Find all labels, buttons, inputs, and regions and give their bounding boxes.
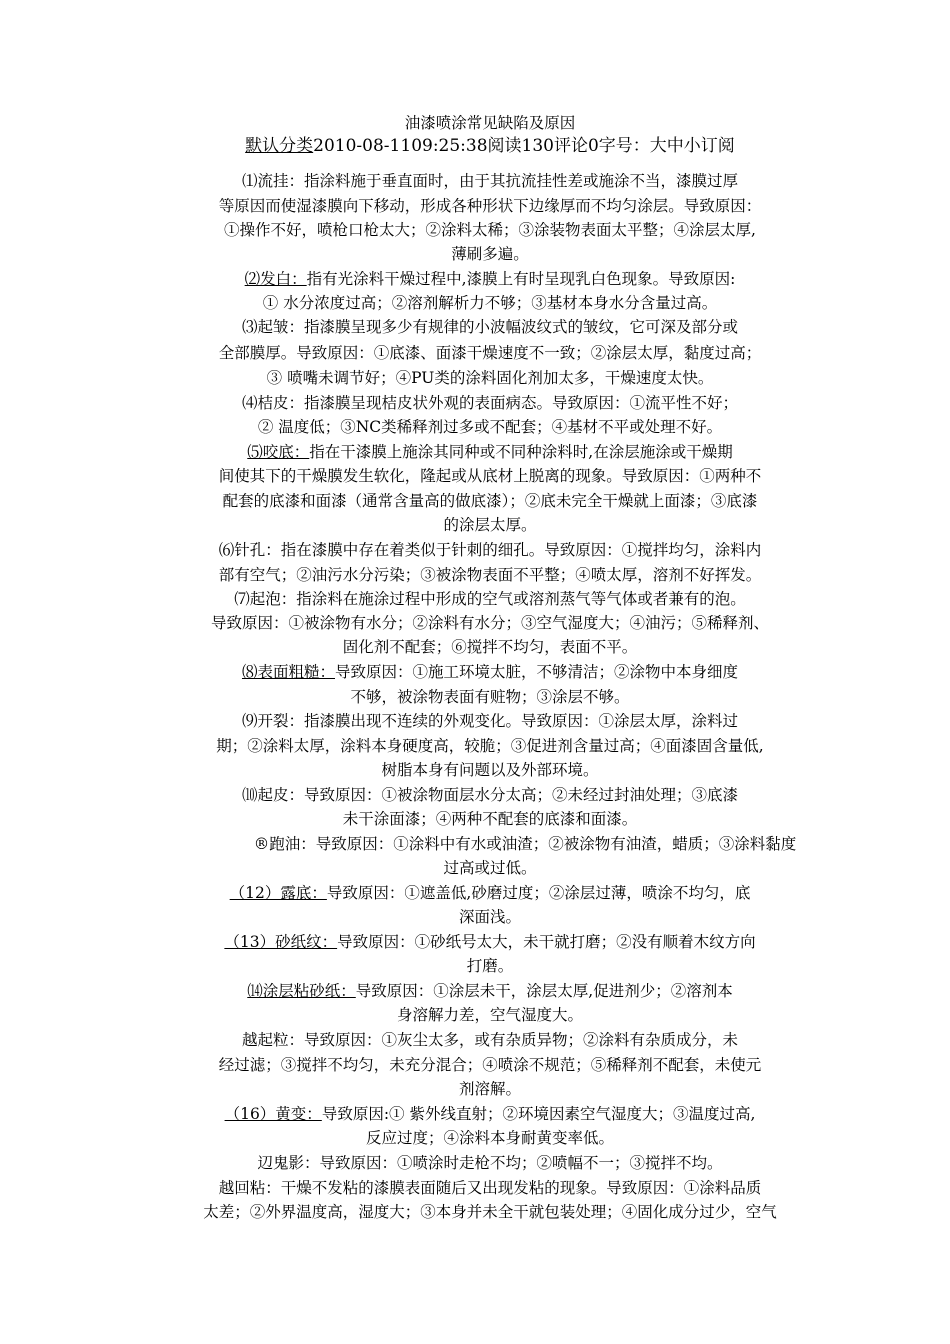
defect-label: ⑷桔皮： <box>241 394 304 412</box>
defect-line <box>110 441 870 463</box>
defect-line <box>110 759 870 781</box>
defect-text: 太差；②外界温度高，湿度大；③本身并未全干就包装处理；④固化成分过少，空气 <box>203 1203 777 1221</box>
defect-line <box>110 955 870 977</box>
defect-line <box>110 636 870 658</box>
defect-text: 导致原因：①灰尘太多，或有杂质异物；②涂料有杂质成分，未 <box>304 1031 739 1049</box>
defect-text: 指在干漆膜上施涂其同种或不同种涂料时,在涂层施涂或干燥期 <box>309 443 733 461</box>
defect-line <box>110 1201 870 1223</box>
defect-line <box>110 564 870 586</box>
defect-line <box>110 784 870 806</box>
defect-text: 打磨。 <box>466 957 514 975</box>
defect-label: ⑼开裂： <box>241 712 304 730</box>
defect-text: 期；②涂料太厚，涂料本身硬度高，较脆；③促进剂含量过高；④面漆固含量低, <box>216 737 764 755</box>
defect-line <box>110 686 870 708</box>
defect-text: 反应过度；④涂料本身耐黄变率低。 <box>365 1129 614 1147</box>
defect-label: 辺鬼影： <box>257 1154 320 1172</box>
defect-line <box>110 195 870 217</box>
defect-text: 导致原因：①砂纸号太大，未干就打磨；②没有顺着木纹方向 <box>337 933 756 951</box>
defect-line <box>110 808 870 830</box>
defect-text: 导致原因：①遮盖低,砂磨过度；②涂层过薄，喷涂不均匀，底 <box>326 884 751 902</box>
defect-line <box>110 1029 870 1051</box>
defect-text: 薄刷多遍。 <box>451 245 529 263</box>
defect-text: 指漆膜呈现多少有规律的小波幅波纹式的皱纹，它可深及部分或 <box>304 318 739 336</box>
defect-text: 指涂料施于垂直面时，由于其抗流挂性差或施涂不当，漆膜过厚 <box>304 172 739 190</box>
doc-title-text: 油漆喷涂常见缺陷及原因 <box>404 114 576 132</box>
defect-line <box>110 1054 870 1076</box>
defect-line <box>110 1004 870 1026</box>
defect-text: 指漆膜出现不连续的外观变化。导致原因：①涂层太厚，涂料过 <box>304 712 739 730</box>
category-link[interactable]: 默认分类 <box>245 136 314 156</box>
meta-info: 2010-08-1109:25:38阅读130评论0字号：大中小订阅 <box>313 136 735 156</box>
defect-line <box>110 857 870 879</box>
defect-line <box>110 612 870 634</box>
defect-text: 经过滤；③搅拌不均匀，未充分混合；④喷涂不规范；⑤稀释剂不配套，未使元 <box>218 1056 762 1074</box>
defect-text: 导致原因：①施工环境太脏，不够清洁；②涂物中本身细度 <box>335 663 739 681</box>
defect-label: （12）露底： <box>229 884 327 902</box>
defect-line <box>110 465 870 487</box>
defect-line <box>110 1177 870 1199</box>
defect-line <box>110 514 870 536</box>
defect-line <box>110 490 870 512</box>
defect-text: 间使其下的干燥膜发生软化，隆起或从底材上脱离的现象。导致原因：①两种不 <box>218 467 762 485</box>
defect-text: 导致原因：①被涂物面层水分太高；②未经过封油处理；③底漆 <box>304 786 739 804</box>
defect-line <box>110 1152 870 1174</box>
defect-text: 固化剂不配套；⑥搅拌不均匀，表面不平。 <box>342 638 638 656</box>
defect-text: 指有光涂料干燥过程中,漆膜上有时呈现乳白色现象。导致原因: <box>306 270 736 288</box>
defect-line <box>110 316 870 338</box>
defect-text: 导致原因：①涂层未干，涂层太厚,促进剂少；②溶剂本 <box>355 982 733 1000</box>
defect-line <box>110 735 870 757</box>
defect-label: ⑵发白： <box>244 270 307 288</box>
defect-label: ⑴流挂： <box>241 172 304 190</box>
defect-label: ⑻表面粗糙： <box>241 663 335 681</box>
defect-text: 深面浅。 <box>458 908 521 926</box>
defect-text: ③ 喷嘴未调节好；④PU类的涂料固化剂加太多，干燥速度太快。 <box>266 369 714 387</box>
defect-line <box>110 170 870 192</box>
defect-line <box>110 243 870 265</box>
defect-text: 剂溶解。 <box>458 1080 521 1098</box>
defect-text: 过高或过低。 <box>443 859 537 877</box>
defect-line <box>110 906 870 928</box>
defect-label: 越起粒： <box>241 1031 304 1049</box>
defect-text: 导致原因：①被涂物有水分；②涂料有水分；③空气湿度大；④油污；⑤稀释剂、 <box>210 614 769 632</box>
defect-text: ① 水分浓度过高；②溶剂解析力不够；③基材本身水分含量过高。 <box>262 294 718 312</box>
defect-label: ®跑油： <box>253 835 316 853</box>
defect-text: 指涂料在施涂过程中形成的空气或溶剂蒸气等气体或者兼有的泡。 <box>296 590 746 608</box>
defect-line <box>110 539 870 561</box>
defect-line <box>180 833 870 855</box>
defect-label: ⑹针孔： <box>218 541 281 559</box>
defect-text: 部有空气；②油污水分污染；③被涂物表面不平整；④喷太厚，溶剂不好挥发。 <box>218 566 762 584</box>
defect-text: ② 温度低；③NC类稀释剂过多或不配套；④基材不平或处理不好。 <box>257 418 723 436</box>
defect-text: 的涂层太厚。 <box>443 516 537 534</box>
defect-line <box>110 661 870 683</box>
defect-line <box>110 219 870 241</box>
defect-label: ⑺起泡： <box>234 590 297 608</box>
defect-text: 未干涂面漆；④两种不配套的底漆和面漆。 <box>342 810 638 828</box>
defect-line <box>110 980 870 1002</box>
defect-label: 越回粘： <box>218 1179 281 1197</box>
defect-line <box>110 416 870 438</box>
defect-line <box>110 882 870 904</box>
defect-text: 指漆膜呈现桔皮状外观的表面病态。导致原因：①流平性不好； <box>304 394 739 412</box>
defect-label: ⑶起皱： <box>241 318 304 336</box>
defect-line <box>110 1103 870 1125</box>
defect-line <box>110 292 870 314</box>
defect-line <box>110 1127 870 1149</box>
defect-line <box>110 367 870 389</box>
defect-text: 等原因而使湿漆膜向下移动，形成各种形状下边缘厚而不均匀涂层。导致原因： <box>218 197 762 215</box>
defect-line <box>110 342 870 364</box>
defect-text: 干燥不发粘的漆膜表面随后又出现发粘的现象。导致原因：①涂料品质 <box>280 1179 762 1197</box>
defect-text: 不够，被涂物表面有赃物；③涂层不够。 <box>350 688 630 706</box>
defect-line <box>110 588 870 610</box>
defect-label: （13）砂纸纹： <box>224 933 338 951</box>
defect-line <box>110 931 870 953</box>
defect-label: ⒁涂层粘砂纸： <box>247 982 356 1000</box>
defect-line <box>110 392 870 414</box>
defect-line <box>110 268 870 290</box>
defect-text: 全部膜厚。导致原因：①底漆、面漆干燥速度不一致；②涂层太厚，黏度过高； <box>218 344 762 362</box>
defect-label: （16）黄变： <box>224 1105 322 1123</box>
defect-label: ⑸咬底： <box>247 443 310 461</box>
doc-meta <box>110 135 870 157</box>
doc-title <box>110 112 870 134</box>
defect-text: 指在漆膜中存在着类似于针刺的细孔。导致原因：①搅拌均匀，涂料内 <box>280 541 762 559</box>
defect-line <box>110 710 870 732</box>
defect-text: 配套的底漆和面漆（通常含量高的做底漆）；②底未完全干燥就上面漆；③底漆 <box>222 492 758 510</box>
defect-text: 导致原因：①涂料中有水或油渣；②被涂物有油渣，蜡质；③涂料黏度 <box>315 835 797 853</box>
defect-label: ⑽起皮： <box>241 786 304 804</box>
defect-text: 导致原因:① 紫外线直射；②环境因素空气湿度大；③温度过高, <box>321 1105 756 1123</box>
defect-text: 树脂本身有问题以及外部环境。 <box>381 761 599 779</box>
defect-text: 身溶解力差，空气湿度大。 <box>396 1006 583 1024</box>
defect-text: 导致原因：①喷涂时走枪不均；②喷幅不一；③搅拌不均。 <box>319 1154 723 1172</box>
defect-text: ①操作不好，喷枪口枪太大；②涂料太稀；③涂装物表面太平整；④涂层太厚, <box>224 221 756 239</box>
defect-line <box>110 1078 870 1100</box>
